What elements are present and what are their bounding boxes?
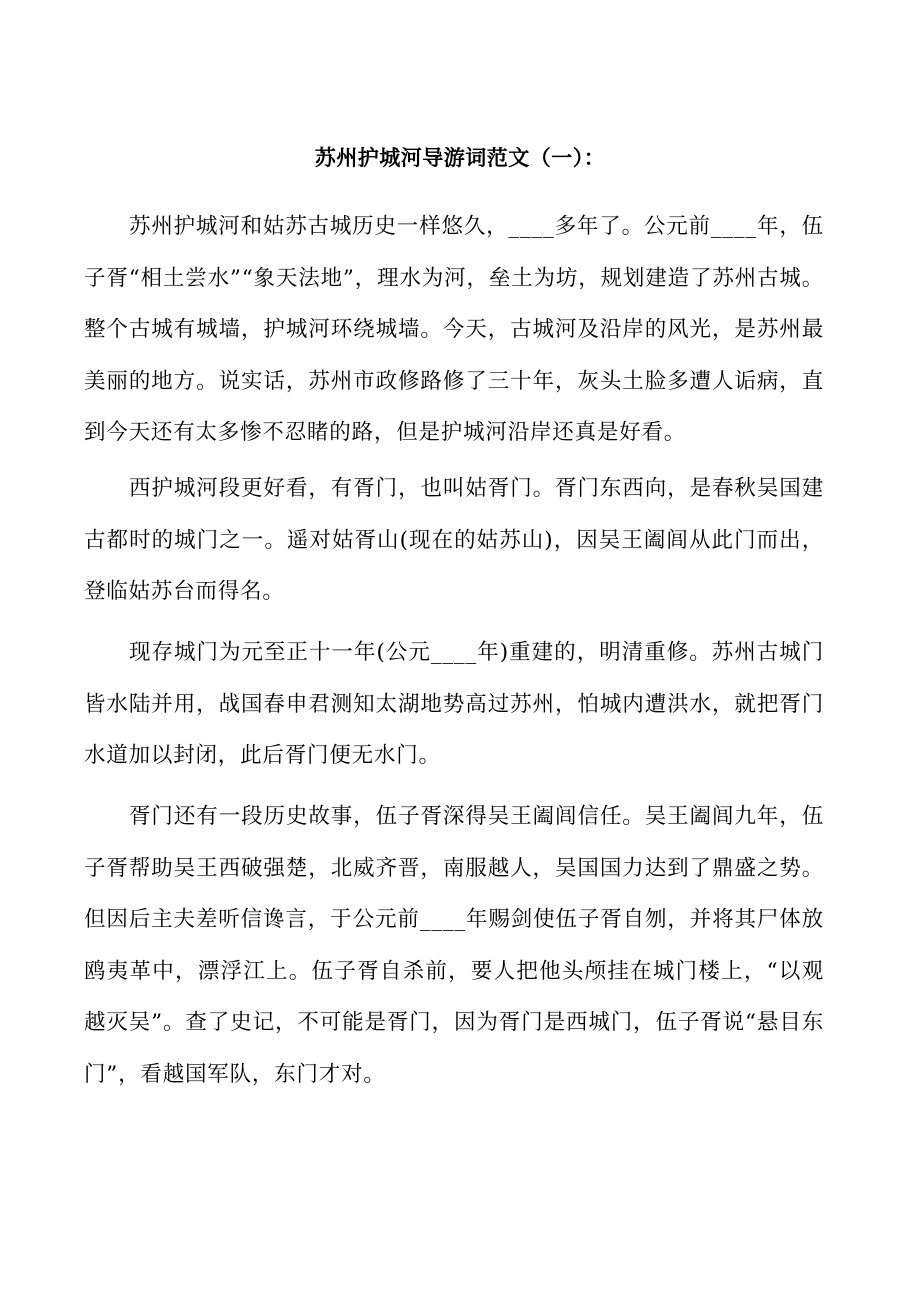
paragraph-2: 西护城河段更好看，有胥门，也叫姑胥门。胥门东西向，是春秋吴国建古都时的城门之一。遥对姑胥山(现在的姑苏山)，因吴王阖闾从此门而出，登临姑苏台而得名。 (84, 476, 824, 604)
paragraph-4: 胥门还有一段历史故事，伍子胥深得吴王阖闾信任。吴王阖闾九年，伍子胥帮助吴王西破强楚，北威齐晋，南服越人，吴国国力达到了鼎盛之势。但因后主夫差听信谗言，于公元前____年赐剑使伍子胥自刎，并将其尸体放鸥夷革中，漂浮江上。伍子胥自杀前，要人把他头颅挂在城门楼上，“以观越灭吴”。查了史记，不可能是胥门，因为胥门是西城门，伍子胥说“悬目东门”，看越国军队，东门才对。 (84, 804, 824, 1087)
paragraph-3: 现存城门为元至正十一年(公元____年)重建的，明清重修。苏州古城门皆水陆并用，战国春申君测知太湖地势高过苏州，怕城内遭洪水，就把胥门水道加以封闭，此后胥门便无水门。 (84, 640, 824, 768)
document-title: 苏州护城河导游词范文（一）： (314, 145, 606, 170)
paragraph-1: 苏州护城河和姑苏古城历史一样悠久，____多年了。公元前____年，伍子胥“相土尝水”“象天法地”，理水为河，垒土为坊，规划建造了苏州古城。整个古城有城墙，护城河环绕城墙。今天，古城河及沿岸的风光，是苏州最美丽的地方。说实话，苏州市政修路修了三十年，灰头土脸多遭人诟病，直到今天还有太多惨不忍睹的路，但是护城河沿岸还真是好看。 (84, 214, 824, 445)
